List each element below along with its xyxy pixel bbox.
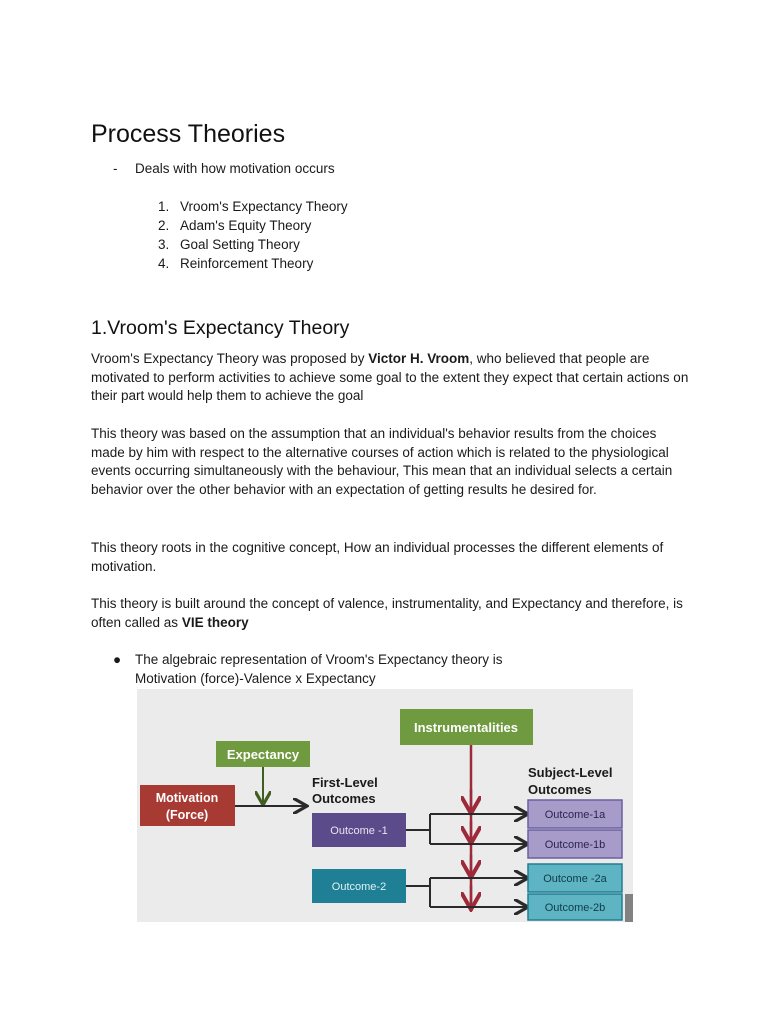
section-heading: 1.Vroom's Expectancy Theory — [91, 317, 350, 339]
author-name: Victor H. Vroom — [368, 351, 470, 366]
paragraph-vie: This theory is built around the concept of valence, instrumentality, and Expectancy and therefore, is often called as VIE theory — [91, 596, 683, 630]
vie-term: VIE theory — [181, 614, 249, 630]
outcome-2b-label: Outcome-2b — [544, 902, 606, 914]
paragraph-assumption: This theory was based on the assumption that an individual's behavior results from the choices made by him with respect to the alternative courses of action which is related to the physiological events occurring simultaneously with the behaviour, This mean that an individual selects a certain behavior over the other behavior with an expectation of getting results he desired for. — [91, 426, 673, 498]
page-title: Process Theories — [91, 120, 286, 148]
dash-marker: - — [113, 161, 118, 176]
subject-level-label-line1: Subject-Level — [528, 765, 613, 780]
instrumentalities-label: Instrumentalities — [413, 720, 519, 735]
bullet-marker: ● — [113, 652, 122, 667]
outcome-1a-label: Outcome-1a — [544, 809, 606, 821]
motivation-label-line1: Motivation — [155, 791, 219, 805]
outcome-1b-label: Outcome-1b — [544, 839, 606, 851]
first-level-label-line2: Outcomes — [312, 791, 376, 806]
bullet-line-1: The algebraic representation of Vroom's Expectancy theory is — [135, 652, 503, 667]
subject-level-label-line2: Outcomes — [528, 782, 592, 797]
motivation-label-line2: (Force) — [165, 808, 209, 822]
outcome-1-label: Outcome -1 — [330, 825, 388, 837]
outcome-2-label: Outcome-2 — [331, 881, 387, 893]
bullet-line-2: Motivation (force)-Valence x Expectancy — [135, 670, 376, 686]
dash-item-text: Deals with how motivation occurs — [135, 161, 335, 176]
vie-diagram — [137, 689, 633, 922]
vie-diagram-svg — [137, 689, 633, 922]
outcome-2a-label: Outcome -2a — [543, 873, 607, 885]
paragraph-cognitive: This theory roots in the cognitive concept, How an individual processes the different elements of motivation. — [91, 540, 664, 574]
first-level-label-line1: First-Level — [312, 775, 378, 790]
paragraph-intro: Vroom's Expectancy Theory was proposed by Victor H. Vroom, who believed that people are motivated to perform activities to achieve some goal to the extent they expect that certain actions on their part would help them to achieve the goal — [91, 351, 689, 404]
expectancy-label: Expectancy — [226, 747, 300, 762]
